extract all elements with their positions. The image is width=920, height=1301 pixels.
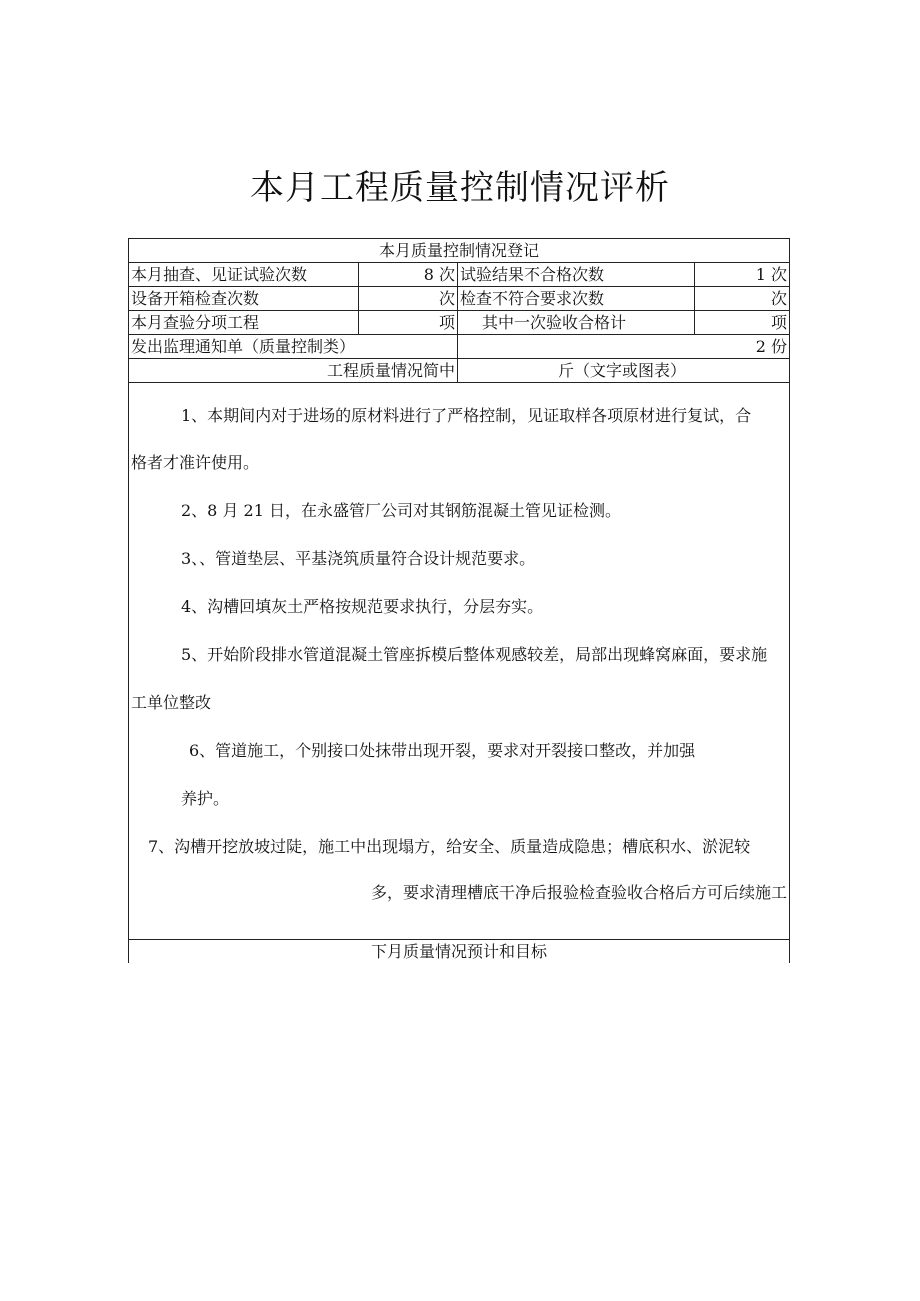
register-label: 设备开箱检查次数 [129,287,359,311]
register-row [129,311,790,335]
summary-paragraph: 1、本期间内对于进场的原材料进行了严格控制，见证取样各项原材进行复试，合 [181,406,752,425]
notice-label: 发出监理通知单（质量控制类） [129,335,458,359]
quality-control-table [128,238,790,963]
register-heading-row [129,239,790,263]
summary-header-row [129,359,790,383]
summary-paragraph: 养护。 [181,789,230,808]
summary-paragraph: 工单位整改 [131,693,212,712]
register-value: 项 [695,311,790,335]
next-month-row [129,940,790,964]
summary-header-right: 斤（文字或图表） [458,359,790,383]
summary-paragraph: 4、沟槽回填灰土严格按规范要求执行，分层夯实。 [181,597,544,616]
register-row [129,287,790,311]
register-value: 1 次 [695,263,790,287]
page-title: 本月工程质量控制情况评析 [250,168,670,208]
notice-value: 2 份 [458,335,790,359]
register-value: 次 [359,287,458,311]
next-month-heading: 下月质量情况预计和目标 [129,940,790,964]
summary-paragraph: 7、沟槽开挖放坡过陡，施工中出现塌方，给安全、质量造成隐患；槽底积水、淤泥较 [148,837,751,856]
register-row [129,263,790,287]
register-value: 8 次 [359,263,458,287]
summary-paragraph: 5、开始阶段排水管道混凝土管座拆模后整体观感较差，局部出现蜂窝麻面，要求施 [181,645,768,664]
register-value: 项 [359,311,458,335]
notice-row [129,335,790,359]
summary-paragraph: 6、管道施工，个别接口处抹带出现开裂，要求对开裂接口整改，并加强 [189,741,696,760]
summary-paragraph: 3、、管道垫层、平基浇筑质量符合设计规范要求。 [181,549,536,568]
register-label: 检查不符合要求次数 [458,287,695,311]
summary-paragraph: 多，要求清理槽底干净后报验检查验收合格后方可后续施工 [371,883,788,902]
register-label: 本月查验分项工程 [129,311,359,335]
summary-header-left: 工程质量情况简中 [129,359,458,383]
register-heading: 本月质量控制情况登记 [129,239,790,263]
register-value: 次 [695,287,790,311]
summary-paragraph: 格者才准许使用。 [131,453,260,472]
register-label: 本月抽查、见证试验次数 [129,263,359,287]
summary-body [129,383,790,940]
register-label: 试验结果不合格次数 [458,263,695,287]
summary-paragraph: 2、8 月 21 日，在永盛管厂公司对其钢筋混凝土管见证检测。 [181,501,621,520]
summary-body-row [129,383,790,940]
register-label: 其中一次验收合格计 [458,311,695,335]
